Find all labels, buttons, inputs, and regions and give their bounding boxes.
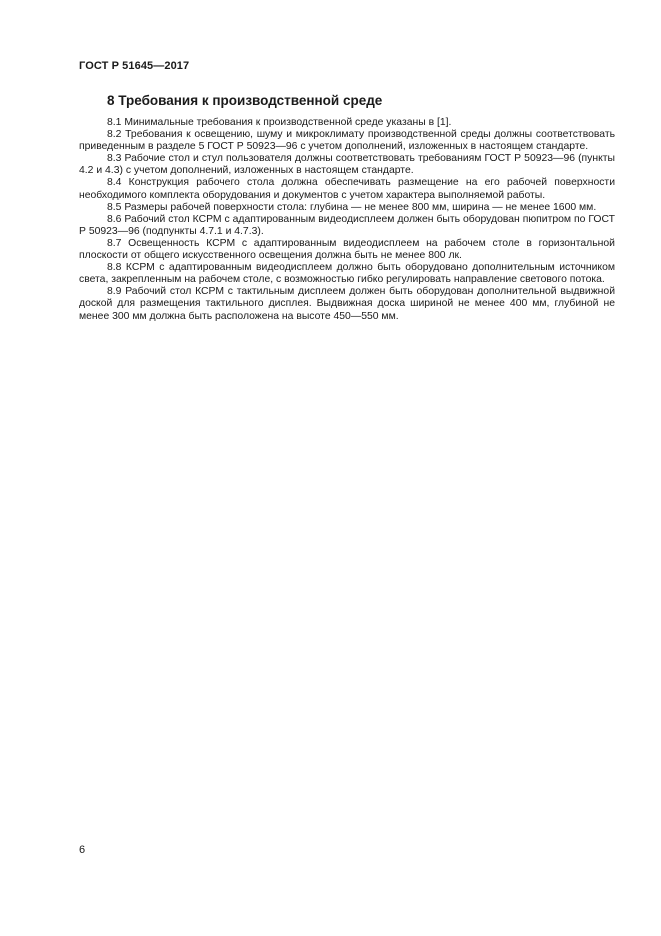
clause-8-4: 8.4 Конструкция рабочего стола должна обеспечивать размещение на его рабочей поверхности необходимого комплекта оборудования и документов с учетом характера выполняемой работы. bbox=[79, 177, 615, 201]
clause-8-8: 8.8 КСРМ с адаптированным видеодисплеем должно быть оборудовано дополнительным источником света, закрепленным на рабочем столе, с возможностью гибко регулировать направление светового потока. bbox=[79, 262, 615, 286]
standard-header: ГОСТ Р 51645—2017 bbox=[79, 60, 190, 72]
clause-8-5: 8.5 Размеры рабочей поверхности стола: глубина — не менее 800 мм, ширина — не менее 1600 мм. bbox=[107, 201, 597, 213]
section-body bbox=[79, 117, 615, 323]
page-number: 6 bbox=[79, 844, 86, 856]
clause-8-9: 8.9 Рабочий стол КСРМ с тактильным дисплеем должен быть оборудован дополнительной выдвижной доской для размещения тактильного дисплея. Выдвижная доска шириной не менее 400 мм, глубиной не менее 300 мм должна быть расположена на высоте 450—550 мм. bbox=[79, 286, 615, 322]
clause-8-6: 8.6 Рабочий стол КСРМ с адаптированным видеодисплеем должен быть оборудован пюпитром по ГОСТ Р 50923—96 (подпункты 4.7.1 и 4.7.3). bbox=[79, 213, 615, 237]
section-title: 8 Требования к производственной среде bbox=[107, 93, 383, 108]
clause-8-2: 8.2 Требования к освещению, шуму и микроклимату производственной среды должны соответствовать приведенным в разделе 5 ГОСТ Р 50923—96 с учетом дополнений, изложенных в настоящем стандарте. bbox=[79, 129, 615, 153]
clause-8-1: 8.1 Минимальные требования к производственной среде указаны в [1]. bbox=[107, 117, 452, 128]
clause-8-7: 8.7 Освещенность КСРМ с адаптированным видеодисплеем на рабочем столе в горизонтальной плоскости от общего искусственного освещения должна быть не менее 800 лк. bbox=[79, 237, 615, 262]
clause-8-3: 8.3 Рабочие стол и стул пользователя должны соответствовать требованиям ГОСТ Р 50923—96 (пункты 4.2 и 4.3) с учетом дополнений, изложенных в настоящем стандарте. bbox=[79, 153, 615, 177]
